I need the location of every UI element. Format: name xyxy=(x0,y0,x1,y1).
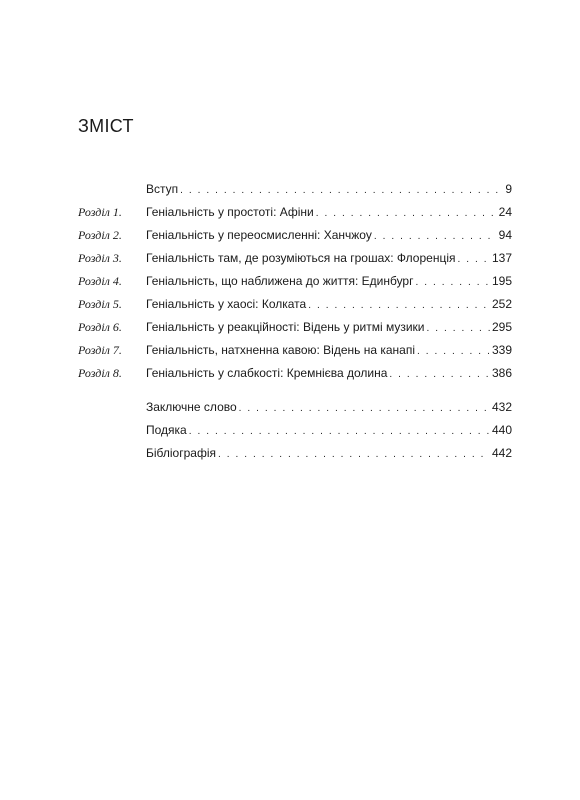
toc-entry xyxy=(146,419,512,443)
dot-leader xyxy=(457,248,489,271)
toc-entry xyxy=(146,396,512,420)
dot-leader xyxy=(417,340,490,363)
chapter-label: Розділ 4. xyxy=(78,274,122,288)
toc-entry-page: 252 xyxy=(491,297,512,311)
dot-leader xyxy=(316,202,497,225)
chapter-label: Розділ 6. xyxy=(78,320,122,334)
toc-entry xyxy=(146,362,512,386)
toc-entry-title: Подяка xyxy=(146,423,187,437)
toc-entry-title: Заключне слово xyxy=(146,400,237,414)
toc-entry-page: 339 xyxy=(491,343,512,357)
toc-entry-acknowledgements xyxy=(0,419,580,442)
toc-entry-chapter-4 xyxy=(0,270,580,293)
chapter-label: Розділ 8. xyxy=(78,366,122,380)
toc-entry-page: 195 xyxy=(491,274,512,288)
toc-entry-title: Вступ xyxy=(146,182,179,196)
dot-leader xyxy=(308,294,490,317)
toc-entry-title: Геніальність, що наближена до життя: Единбург xyxy=(146,274,414,288)
toc-entry-title: Геніальність у хаосі: Колката xyxy=(146,297,307,311)
dot-leader xyxy=(180,179,503,202)
chapter-label: Розділ 1. xyxy=(78,205,122,219)
dot-leader xyxy=(218,443,490,466)
dot-leader xyxy=(415,271,489,294)
toc-entry-chapter-2 xyxy=(0,224,580,247)
toc-entry-title: Геніальність у простоті: Афіни xyxy=(146,205,314,219)
toc-entry xyxy=(146,247,512,271)
toc-entry-chapter-1 xyxy=(0,201,580,224)
chapter-label: Розділ 2. xyxy=(78,228,122,242)
toc-entry-title: Бібліографія xyxy=(146,446,216,460)
dot-leader xyxy=(374,225,497,248)
chapter-label: Розділ 7. xyxy=(78,343,122,357)
toc-entry-title: Геніальність у переосмисленні: Ханчжоу xyxy=(146,228,372,242)
dot-leader xyxy=(239,397,490,420)
dot-leader xyxy=(189,420,490,443)
toc-entry-page: 24 xyxy=(498,205,512,219)
toc-entry-page: 94 xyxy=(498,228,512,242)
toc-entry-chapter-6 xyxy=(0,316,580,339)
page-title: ЗМІСТ xyxy=(78,116,134,136)
toc-entry-page: 9 xyxy=(505,182,512,196)
toc-entry xyxy=(146,224,512,248)
toc-entry-chapter-7 xyxy=(0,339,580,362)
toc-entry-intro xyxy=(0,178,580,201)
dot-leader xyxy=(389,363,490,386)
toc-entry-page: 432 xyxy=(491,400,512,414)
toc-entry-afterword xyxy=(0,396,580,419)
toc-entry-bibliography xyxy=(0,442,580,465)
toc-entry xyxy=(146,270,512,294)
toc-entry-page: 137 xyxy=(491,251,512,265)
toc-entry xyxy=(146,316,512,340)
toc-entry xyxy=(146,178,512,202)
chapter-label: Розділ 3. xyxy=(78,251,122,265)
toc-entry-page: 386 xyxy=(491,366,512,380)
toc-entry-chapter-8 xyxy=(0,362,580,385)
toc-entry-title: Геніальність у слабкості: Кремнієва долина xyxy=(146,366,388,380)
toc-entry-title: Геніальність, натхненна кавою: Відень на канапі xyxy=(146,343,416,357)
toc-entry-page: 440 xyxy=(491,423,512,437)
toc-entry-chapter-3 xyxy=(0,247,580,270)
table-of-contents xyxy=(0,178,580,465)
toc-entry-title: Геніальність у реакційності: Відень у ритмі музики xyxy=(146,320,425,334)
toc-entry-title: Геніальність там, де розуміються на грошах: Флоренція xyxy=(146,251,456,265)
chapter-label: Розділ 5. xyxy=(78,297,122,311)
toc-entry xyxy=(146,293,512,317)
toc-entry-chapter-5 xyxy=(0,293,580,316)
dot-leader xyxy=(427,317,490,340)
toc-entry-page: 442 xyxy=(491,446,512,460)
toc-entry xyxy=(146,442,512,466)
toc-entry xyxy=(146,201,512,225)
toc-entry xyxy=(146,339,512,363)
toc-entry-page: 295 xyxy=(491,320,512,334)
